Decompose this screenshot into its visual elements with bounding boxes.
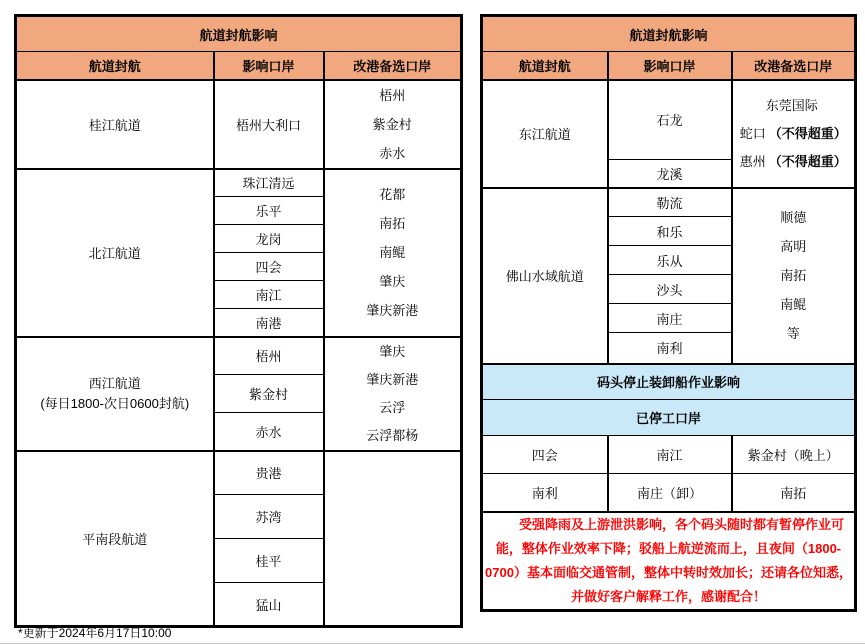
stopped-port-cell: 南江 — [608, 436, 732, 474]
column-header-alternative-ports: 改港备选口岸 — [324, 52, 462, 80]
alt-port: 等 — [786, 326, 800, 341]
alt-port: 肇庆 — [379, 343, 406, 359]
alt-port: 花都 — [379, 187, 406, 202]
port-cell: 龙岗 — [214, 225, 324, 253]
port-cell: 南利 — [608, 333, 732, 364]
stopped-port-cell: 四会 — [482, 436, 608, 474]
alt-ports-cell — [324, 451, 462, 627]
stopped-port-cell: 南利 — [482, 474, 608, 512]
stopped-port-cell: 南拓 — [732, 474, 856, 512]
alt-port: 肇庆新港 — [366, 371, 419, 387]
alt-port: 赤水 — [379, 145, 406, 161]
update-timestamp: *更新于2024年6月17日10:00 — [18, 626, 172, 640]
alt-ports-cell — [732, 188, 856, 364]
column-header-channel: 航道封航 — [482, 52, 608, 80]
port-cell: 贵港 — [214, 451, 324, 495]
alt-ports-cell — [732, 80, 856, 188]
left-table-title: 航道封航影响 — [16, 16, 462, 52]
alt-port: 高明 — [780, 239, 807, 254]
column-header-alternative-ports: 改港备选口岸 — [732, 52, 856, 80]
port-cell: 梧州大利口 — [214, 80, 324, 169]
alt-port: 南鲲 — [780, 297, 807, 312]
port-cell: 猛山 — [214, 583, 324, 627]
alt-ports-cell — [324, 337, 462, 451]
left-closure-table — [14, 14, 463, 628]
port-cell: 梧州 — [214, 337, 324, 375]
right-closure-table — [480, 14, 857, 612]
port-cell: 南江 — [214, 281, 324, 309]
alt-port: 南拓 — [379, 216, 406, 231]
alt-port: 东莞国际 — [765, 97, 818, 113]
port-cell: 赤水 — [214, 413, 324, 451]
channel-cell: 东江航道 — [482, 80, 608, 188]
weather-impact-notice: 受强降雨及上游泄洪影响，各个码头随时都有暂停作业可能，整体作业效率下降；驳船上航逆流而上，且夜间（1800-0700）基本面临交通管制，整体中转时效加长；还请各位知悉，并做好客户解释工作，感谢配合！ — [482, 512, 856, 611]
alt-port: 梧州 — [379, 87, 406, 103]
weight-restriction: （不得超重） — [768, 125, 847, 141]
channel-name: 西江航道 — [88, 375, 141, 391]
alt-port: 南鲲 — [379, 245, 406, 260]
port-cell: 紫金村 — [214, 375, 324, 413]
stoppage-section-title: 码头停止装卸船作业影响 — [482, 364, 856, 400]
port-cell: 南庄 — [608, 304, 732, 333]
port-cell: 苏湾 — [214, 495, 324, 539]
channel-cell: 北江航道 — [16, 169, 214, 337]
port-cell: 勒流 — [608, 188, 732, 217]
stopped-port-cell: 紫金村（晚上） — [732, 436, 856, 474]
column-header-channel: 航道封航 — [16, 52, 214, 80]
channel-cell — [16, 337, 214, 451]
port-cell: 南港 — [214, 309, 324, 337]
column-header-affected-ports: 影响口岸 — [608, 52, 732, 80]
alt-port: 顺德 — [780, 210, 807, 225]
alt-port: 紫金村 — [372, 116, 412, 132]
channel-closure-hours: (每日1800-次日0600封航) — [40, 395, 190, 411]
port-cell: 和乐 — [608, 217, 732, 246]
port-cell: 乐平 — [214, 197, 324, 225]
port-cell: 乐从 — [608, 246, 732, 275]
stopped-port-cell: 南庄（卸） — [608, 474, 732, 512]
port-cell: 沙头 — [608, 275, 732, 304]
alt-port: 肇庆新港 — [366, 303, 419, 318]
port-cell: 桂平 — [214, 539, 324, 583]
weight-restriction: （不得超重） — [768, 153, 847, 169]
alt-port: 肇庆 — [379, 274, 406, 289]
channel-cell: 桂江航道 — [16, 80, 214, 169]
channel-cell: 佛山水域航道 — [482, 188, 608, 364]
alt-port: 蛇口 （不得超重） — [739, 125, 847, 141]
column-header-affected-ports: 影响口岸 — [214, 52, 324, 80]
alt-port: 惠州 （不得超重） — [739, 153, 847, 169]
alt-port: 云浮 — [379, 399, 406, 415]
alt-port: 云浮都杨 — [366, 427, 419, 443]
alt-ports-cell — [324, 80, 462, 169]
port-cell: 龙溪 — [608, 160, 732, 188]
port-cell: 石龙 — [608, 80, 732, 160]
channel-cell: 平南段航道 — [16, 451, 214, 627]
right-table-title: 航道封航影响 — [482, 16, 856, 52]
port-cell: 四会 — [214, 253, 324, 281]
port-cell: 珠江清远 — [214, 169, 324, 197]
alt-port: 南拓 — [780, 268, 807, 283]
stopped-ports-header: 已停工口岸 — [482, 400, 856, 436]
alt-ports-cell — [324, 169, 462, 337]
